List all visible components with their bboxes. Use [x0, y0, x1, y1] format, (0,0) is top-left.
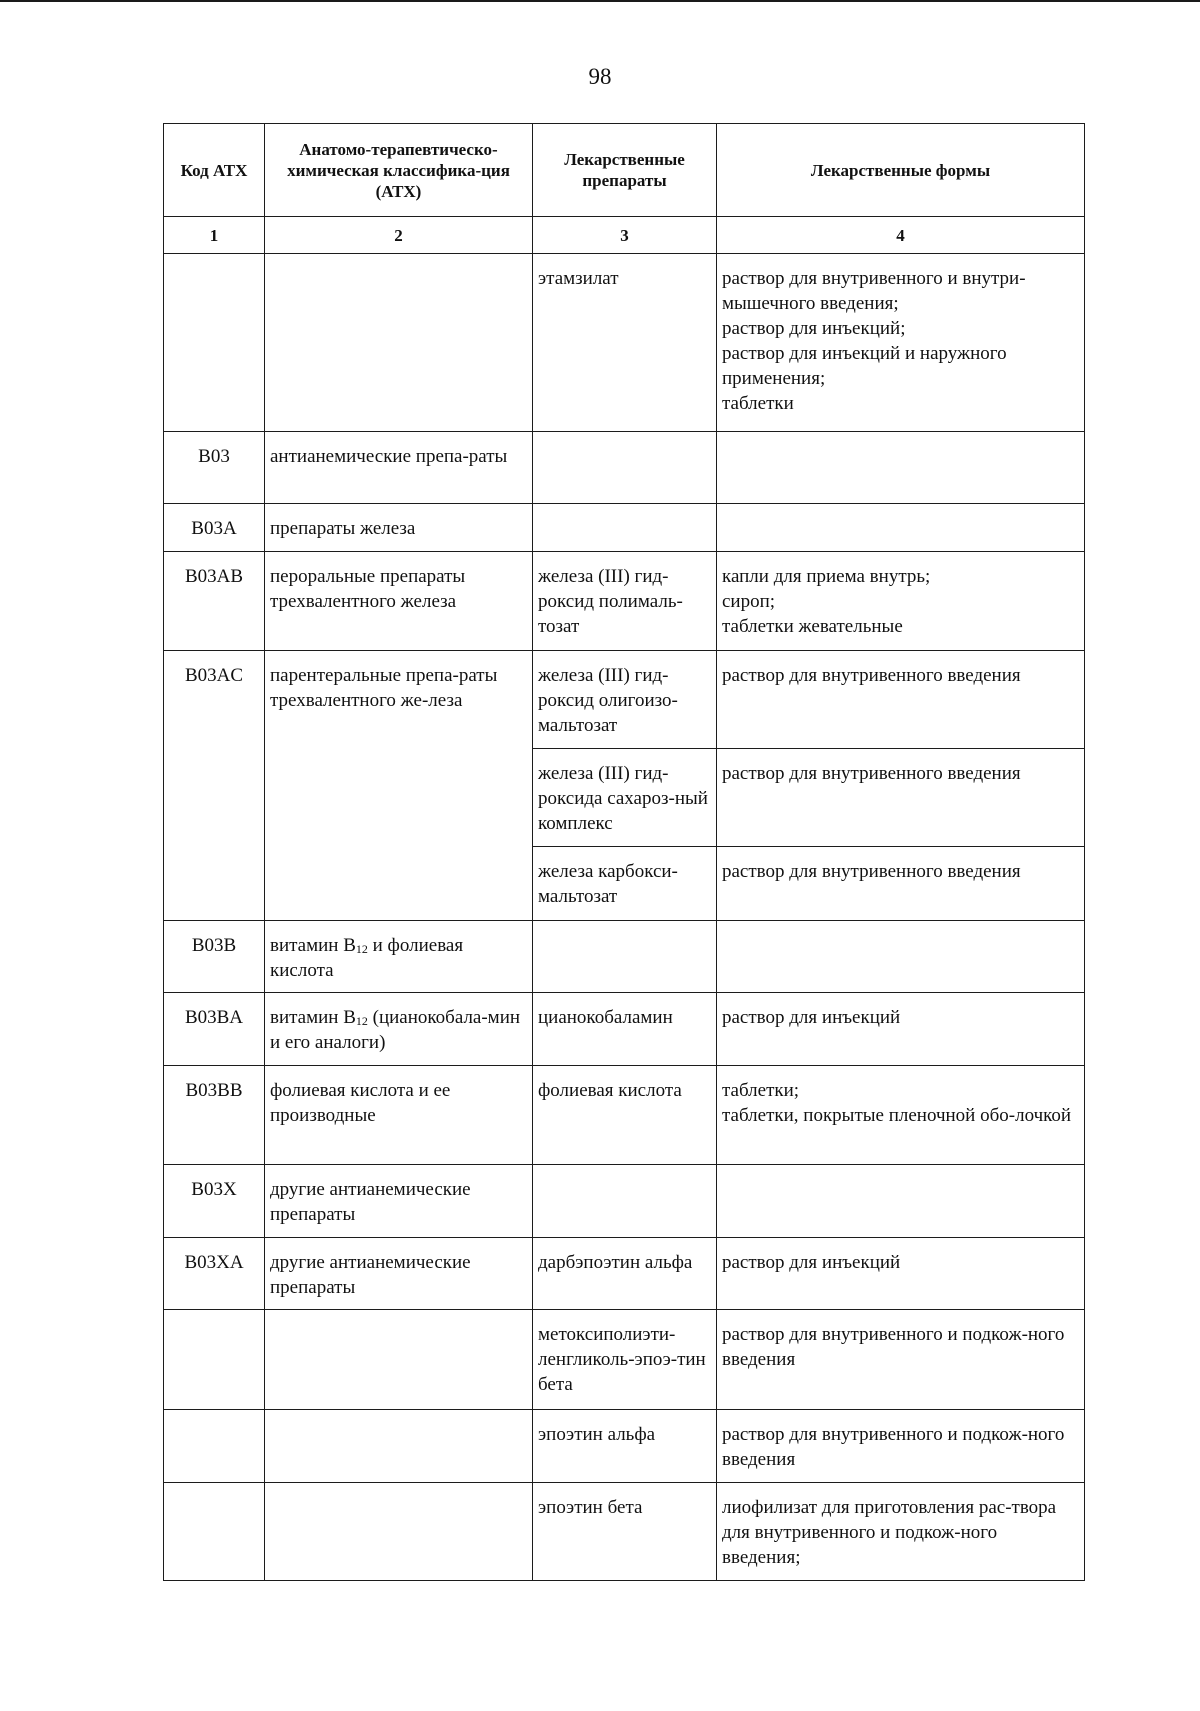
atx-classification-cell: парентеральные препа-раты трехвалентного же-леза	[265, 651, 533, 921]
subscript: 12	[355, 1014, 368, 1028]
dosage-forms-cell	[717, 1410, 1085, 1483]
dosage-form-line: раствор для внутривенного введения	[722, 861, 1021, 882]
table-row	[164, 921, 1085, 993]
dosage-forms-cell	[717, 254, 1085, 432]
dosage-form-line: раствор для внутривенного введения	[722, 763, 1021, 784]
dosage-forms-cell	[717, 749, 1085, 847]
classification-text: витамин B	[270, 935, 356, 956]
table-row	[164, 1238, 1085, 1310]
table-row	[164, 254, 1085, 432]
atx-classification-cell	[265, 1310, 533, 1410]
header-drugs: Лекарственные препараты	[533, 124, 717, 217]
atx-classification-cell	[265, 993, 533, 1066]
drug-cell: железа карбокси-мальтозат	[533, 847, 717, 921]
drug-cell: цианокобаламин	[533, 993, 717, 1066]
atx-classification-cell: антианемические препа-раты	[265, 432, 533, 504]
dosage-form-line: капли для приема внутрь;	[722, 566, 931, 587]
atx-code-cell: B03AB	[164, 552, 265, 651]
dosage-forms-cell	[717, 504, 1085, 552]
drug-cell: эпоэтин альфа	[533, 1410, 717, 1483]
dosage-form-line: раствор для внутривенного и внутри-мышечного введения;	[722, 268, 1026, 314]
dosage-form-line: раствор для внутривенного введения	[722, 665, 1021, 686]
atx-classification-cell	[265, 254, 533, 432]
dosage-forms-cell	[717, 921, 1085, 993]
table-row	[164, 1165, 1085, 1238]
atx-classification-cell	[265, 1410, 533, 1483]
atx-classification-cell: препараты железа	[265, 504, 533, 552]
atx-classification-cell	[265, 1483, 533, 1581]
table-row	[164, 432, 1085, 504]
dosage-form-line: таблетки	[722, 393, 794, 414]
atx-classification-cell: пероральные препараты трехвалентного железа	[265, 552, 533, 651]
atx-code-cell	[164, 1310, 265, 1410]
atx-code-cell: B03AC	[164, 651, 265, 921]
column-number: 3	[533, 217, 717, 254]
drug-cell: железа (III) гид-роксид полималь-тозат	[533, 552, 717, 651]
atx-classification-cell	[265, 921, 533, 993]
drug-cell: дарбэпоэтин альфа	[533, 1238, 717, 1310]
atx-classification-cell: другие антианемические препараты	[265, 1165, 533, 1238]
header-atx-code: Код АТХ	[164, 124, 265, 217]
table-row	[164, 1410, 1085, 1483]
table-row	[164, 552, 1085, 651]
drug-cell: железа (III) гид-роксид олигоизо-мальтозат	[533, 651, 717, 749]
dosage-form-line: раствор для внутривенного и подкож-ного введения	[722, 1424, 1065, 1470]
atx-code-cell: B03B	[164, 921, 265, 993]
column-number: 4	[717, 217, 1085, 254]
dosage-forms-cell	[717, 1238, 1085, 1310]
drug-cell	[533, 921, 717, 993]
classification-text: и фолиевая кислота	[270, 935, 464, 981]
atx-code-cell	[164, 1483, 265, 1581]
scan-border-top	[0, 0, 1200, 2]
drug-cell	[533, 1165, 717, 1238]
dosage-forms-cell	[717, 432, 1085, 504]
dosage-form-line: таблетки жевательные	[722, 616, 903, 637]
atx-classification-cell: другие антианемические препараты	[265, 1238, 533, 1310]
atx-code-cell: B03BA	[164, 993, 265, 1066]
table-row	[164, 1483, 1085, 1581]
drug-cell: метоксиполиэти-ленгликоль-эпоэ-тин бета	[533, 1310, 717, 1410]
drug-cell: эпоэтин бета	[533, 1483, 717, 1581]
page-number: 98	[588, 64, 612, 89]
drug-cell: фолиевая кислота	[533, 1066, 717, 1165]
table-row	[164, 1310, 1085, 1410]
table-row	[164, 651, 1085, 749]
table-row	[164, 993, 1085, 1066]
dosage-form-line: таблетки, покрытые пленочной обо-лочкой	[722, 1105, 1072, 1126]
column-number: 2	[265, 217, 533, 254]
dosage-forms-cell	[717, 651, 1085, 749]
atx-code-cell: B03XA	[164, 1238, 265, 1310]
drug-cell: этамзилат	[533, 254, 717, 432]
dosage-form-line: сироп;	[722, 591, 776, 612]
atx-code-cell	[164, 254, 265, 432]
atx-classification-cell: фолиевая кислота и ее производные	[265, 1066, 533, 1165]
dosage-form-line: раствор для инъекций	[722, 1007, 901, 1028]
dosage-forms-cell	[717, 1483, 1085, 1581]
table-column-number-row	[164, 217, 1085, 254]
classification-text: витамин B	[270, 1007, 356, 1028]
dosage-form-line: таблетки;	[722, 1080, 800, 1101]
atx-code-cell: B03X	[164, 1165, 265, 1238]
dosage-forms-cell	[717, 1310, 1085, 1410]
classification-text: (цианокобала-мин и его аналоги)	[270, 1007, 521, 1053]
drug-cell: железа (III) гид-роксида сахароз-ный комплекс	[533, 749, 717, 847]
dosage-form-line: раствор для инъекций и наружного применения;	[722, 343, 1007, 389]
subscript: 12	[355, 942, 368, 956]
dosage-form-line: раствор для инъекций;	[722, 318, 906, 339]
atx-code-cell: B03	[164, 432, 265, 504]
header-dosage-forms: Лекарственные формы	[717, 124, 1085, 217]
header-atx-classification: Анатомо-терапевтическо-химическая классифика-ция (АТХ)	[265, 124, 533, 217]
dosage-forms-cell	[717, 1165, 1085, 1238]
dosage-form-line: лиофилизат для приготовления рас-твора для внутривенного и подкож-ного введения;	[722, 1497, 1057, 1568]
dosage-forms-cell	[717, 993, 1085, 1066]
dosage-forms-cell	[717, 1066, 1085, 1165]
atx-table	[163, 123, 1085, 1581]
drug-cell	[533, 504, 717, 552]
atx-code-cell: B03A	[164, 504, 265, 552]
dosage-forms-cell	[717, 847, 1085, 921]
atx-code-cell	[164, 1410, 265, 1483]
table-row	[164, 504, 1085, 552]
drug-cell	[533, 432, 717, 504]
dosage-form-line: раствор для инъекций	[722, 1252, 901, 1273]
dosage-form-line: раствор для внутривенного и подкож-ного введения	[722, 1324, 1065, 1370]
table-header-row	[164, 124, 1085, 217]
column-number: 1	[164, 217, 265, 254]
atx-code-cell: B03BB	[164, 1066, 265, 1165]
dosage-forms-cell	[717, 552, 1085, 651]
table-row	[164, 1066, 1085, 1165]
